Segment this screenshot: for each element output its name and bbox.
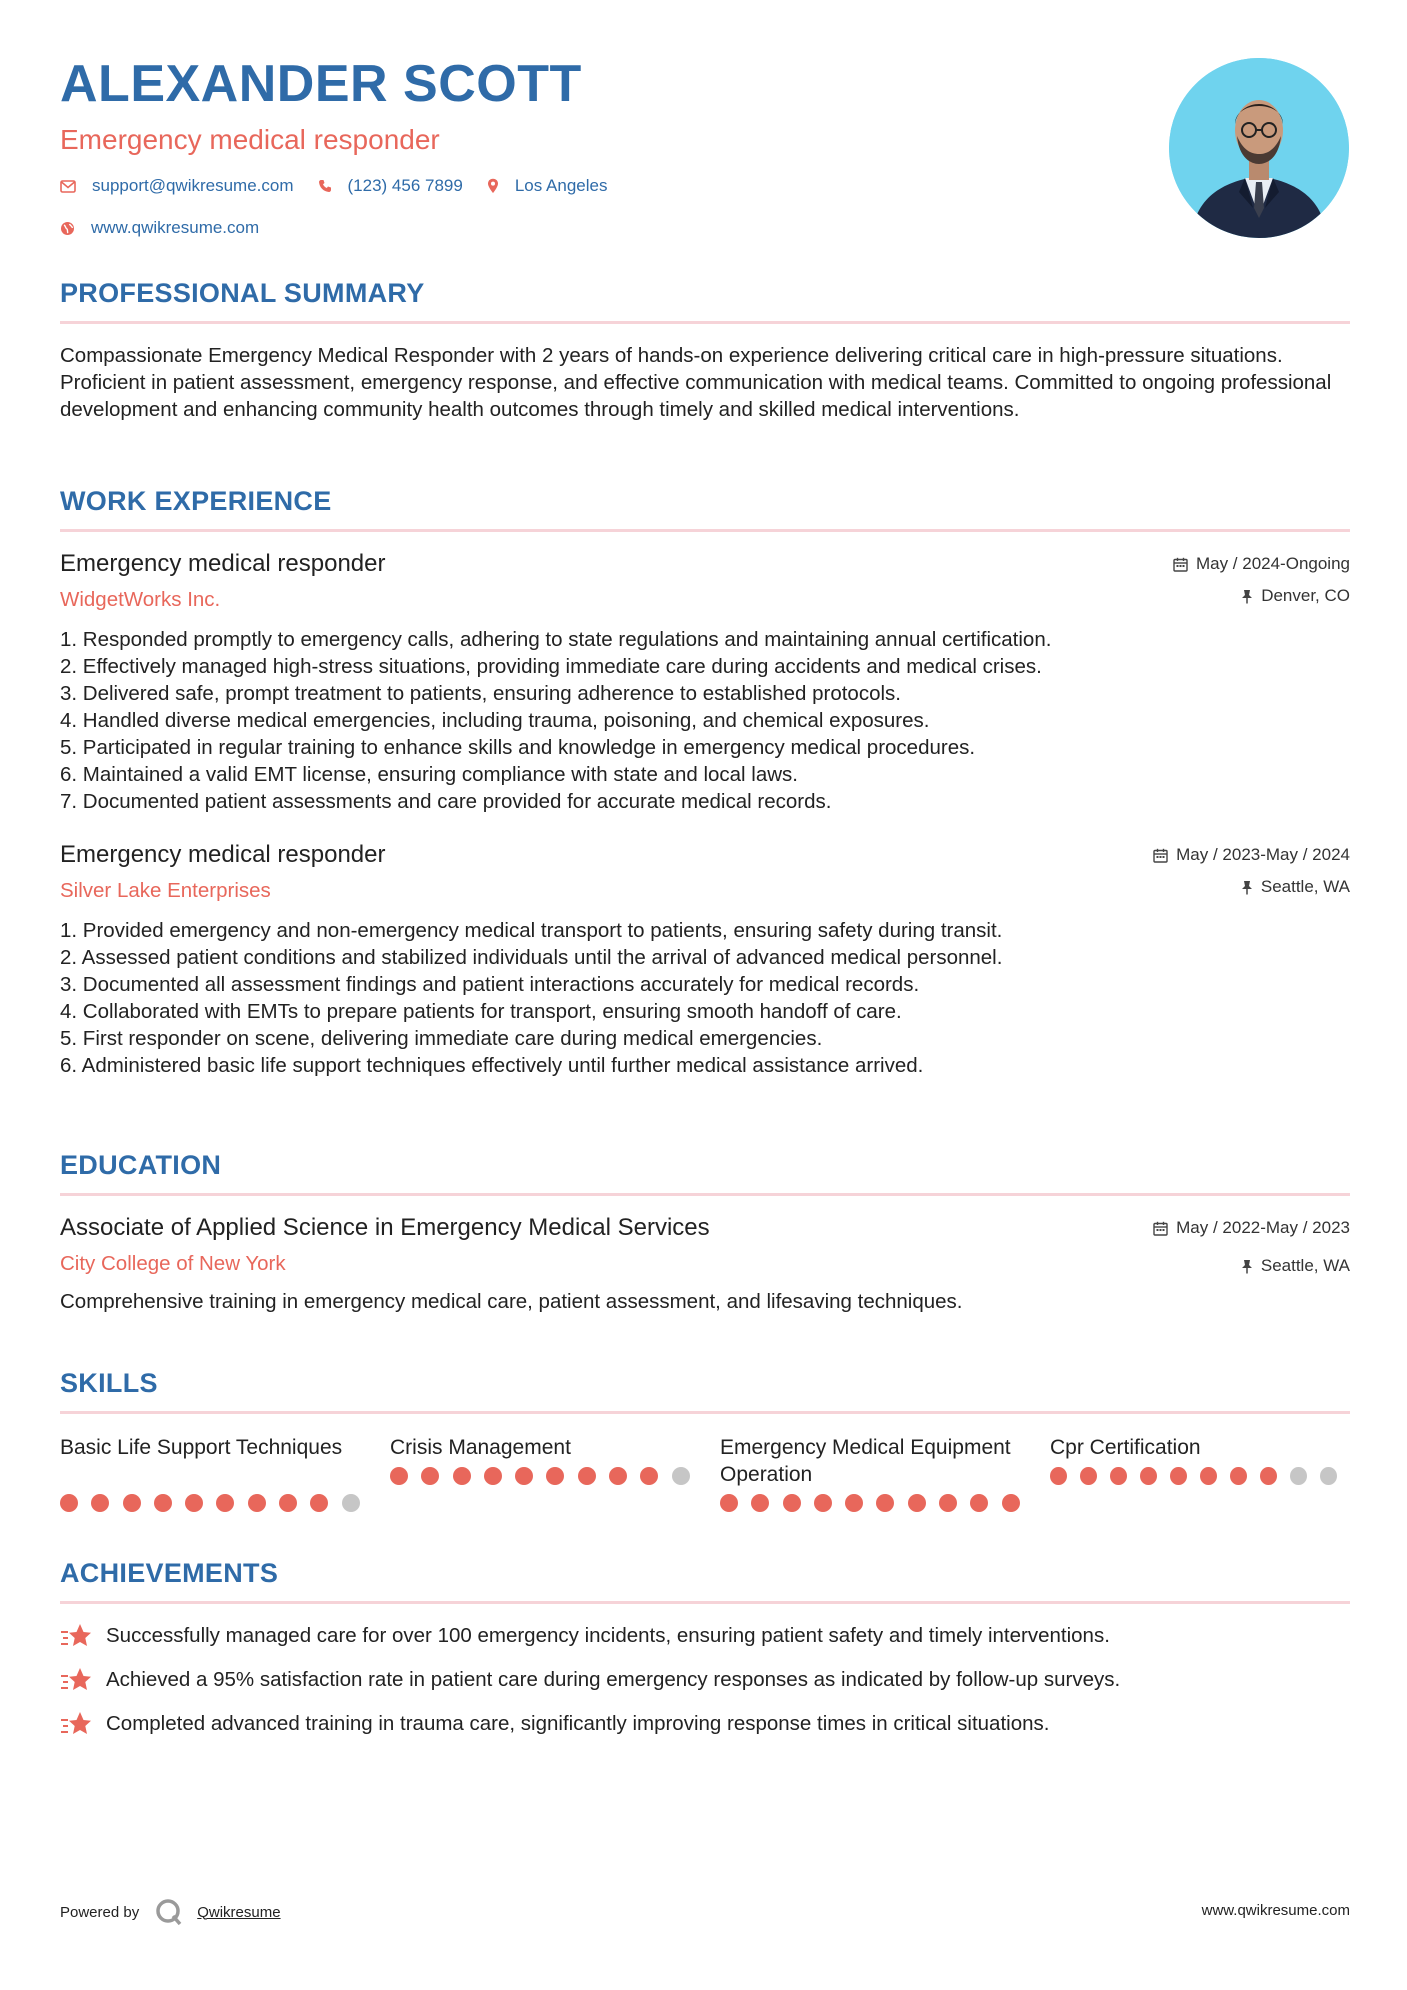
job-dates: May / 2023-May / 2024 xyxy=(1176,845,1350,864)
rating-dot-filled xyxy=(970,1494,988,1512)
rating-dot-filled xyxy=(515,1467,533,1485)
email-item[interactable] xyxy=(60,176,294,196)
rating-dot-filled xyxy=(1170,1467,1187,1485)
skill-name: Crisis Management xyxy=(390,1436,571,1459)
rating-dot-filled xyxy=(453,1467,471,1485)
rating-dot-filled xyxy=(216,1494,234,1512)
job-location: Denver, CO xyxy=(1261,586,1350,605)
job-title: Emergency medical responder xyxy=(60,841,386,868)
mail-icon xyxy=(60,180,76,193)
achievement-item xyxy=(60,1622,1350,1650)
location-text: Los Angeles xyxy=(514,176,608,195)
summary-section xyxy=(60,278,1350,423)
rating-dot-filled xyxy=(1050,1467,1067,1485)
job-title: Emergency medical responder xyxy=(60,550,386,577)
calendar-icon xyxy=(1153,1221,1168,1236)
rating-dot-filled xyxy=(814,1494,832,1512)
section-divider xyxy=(60,1193,1350,1196)
phone-icon xyxy=(318,179,332,193)
page-footer xyxy=(60,1898,1350,1928)
rating-dot-filled xyxy=(310,1494,328,1512)
summary-text: Compassionate Emergency Medical Responder with 2 years of hands-on experience delivering critical care in high-pressure situations. Proficient in patient assessment, emergency response, and effective communication with medical teams. Committed to ongoing professional development and enhancing community health outcomes through timely and skilled medical interventions. xyxy=(60,344,1332,421)
rating-dot-filled xyxy=(609,1467,627,1485)
summary-heading: PROFESSIONAL SUMMARY xyxy=(60,278,425,308)
contact-row xyxy=(60,176,1350,196)
achievements-heading: ACHIEVEMENTS xyxy=(60,1558,279,1588)
skill-name: Basic Life Support Techniques xyxy=(60,1436,343,1459)
rating-dot-filled xyxy=(1140,1467,1157,1485)
pin-icon xyxy=(1241,880,1253,895)
list-item: 6. Maintained a valid EMT license, ensuring compliance with state and local laws. xyxy=(60,763,798,786)
rating-dot-filled xyxy=(845,1494,863,1512)
rating-dot-filled xyxy=(248,1494,266,1512)
job-company: WidgetWorks Inc. xyxy=(60,588,221,611)
list-item: 6. Administered basic life support techniques effectively until further medical assistance arrived. xyxy=(60,1054,924,1077)
rating-dot-filled xyxy=(91,1494,109,1512)
rating-dot-empty xyxy=(1290,1467,1307,1485)
education-entry xyxy=(60,1214,1350,1315)
achievement-item xyxy=(60,1666,1350,1694)
calendar-icon xyxy=(1153,848,1168,863)
website-row xyxy=(60,218,1350,238)
skill-rating xyxy=(390,1467,720,1485)
list-item: 1. Provided emergency and non-emergency medical transport to patients, ensuring safety during transit. xyxy=(60,919,1003,942)
education-dates: May / 2022-May / 2023 xyxy=(1176,1218,1350,1237)
job-meta xyxy=(1173,554,1350,606)
rating-dot-filled xyxy=(783,1494,801,1512)
rating-dot-filled xyxy=(1200,1467,1217,1485)
achievements-list xyxy=(60,1622,1350,1738)
experience-section xyxy=(60,486,1350,1079)
star-award-icon xyxy=(60,1622,92,1650)
skill-name: Cpr Certification xyxy=(1050,1436,1201,1459)
list-item: 3. Delivered safe, prompt treatment to patients, ensuring adherence to established protocols. xyxy=(60,682,901,705)
resume-header xyxy=(60,55,1350,258)
achievements-section xyxy=(60,1558,1350,1738)
education-section xyxy=(60,1150,1350,1315)
rating-dot-filled xyxy=(546,1467,564,1485)
list-item: 5. First responder on scene, delivering immediate care during medical emergencies. xyxy=(60,1027,823,1050)
job-entry xyxy=(60,550,1350,815)
education-location: Seattle, WA xyxy=(1260,1256,1350,1275)
rating-dot-empty xyxy=(1320,1467,1337,1485)
education-heading: EDUCATION xyxy=(60,1150,222,1180)
skill-rating xyxy=(1050,1467,1350,1485)
person-portrait xyxy=(1169,58,1349,238)
job-company: Silver Lake Enterprises xyxy=(60,879,271,902)
list-item: 2. Assessed patient conditions and stabilized individuals until the arrival of advanced medical personnel. xyxy=(60,946,1003,969)
list-item: 5. Participated in regular training to enhance skills and knowledge in emergency medical procedures. xyxy=(60,736,976,759)
powered-by-label: Powered by xyxy=(60,1903,140,1921)
rating-dot-filled xyxy=(720,1494,738,1512)
candidate-name: ALEXANDER SCOTT xyxy=(60,55,582,113)
education-meta xyxy=(1153,1218,1350,1276)
skill-item xyxy=(1050,1434,1350,1512)
job-bullets xyxy=(60,917,1350,1079)
pin-icon xyxy=(1241,1259,1253,1274)
calendar-icon xyxy=(1173,557,1188,572)
job-dates: May / 2024-Ongoing xyxy=(1195,554,1350,573)
job-meta xyxy=(1153,845,1350,897)
phone-item[interactable] xyxy=(318,176,463,196)
skill-item xyxy=(720,1434,1050,1512)
rating-dot-empty xyxy=(342,1494,360,1512)
education-description: Comprehensive training in emergency medical care, patient assessment, and lifesaving techniques. xyxy=(60,1290,963,1313)
rating-dot-filled xyxy=(876,1494,894,1512)
rating-dot-filled xyxy=(154,1494,172,1512)
list-item: 4. Handled diverse medical emergencies, including trauma, poisoning, and chemical exposures. xyxy=(60,709,930,732)
rating-dot-filled xyxy=(185,1494,203,1512)
qwikresume-logo-icon xyxy=(155,1898,183,1926)
candidate-title: Emergency medical responder xyxy=(60,124,440,155)
list-item: 7. Documented patient assessments and care provided for accurate medical records. xyxy=(60,790,832,813)
rating-dot-filled xyxy=(60,1494,78,1512)
rating-dot-filled xyxy=(484,1467,502,1485)
rating-dot-filled xyxy=(578,1467,596,1485)
footer-url[interactable]: www.qwikresume.com xyxy=(1201,1902,1350,1919)
achievement-text: Achieved a 95% satisfaction rate in patient care during emergency responses as indicated by follow-up surveys. xyxy=(106,1668,1121,1691)
job-location: Seattle, WA xyxy=(1260,877,1350,896)
experience-heading: WORK EXPERIENCE xyxy=(60,486,332,516)
rating-dot-filled xyxy=(1002,1494,1020,1512)
rating-dot-filled xyxy=(751,1494,769,1512)
powered-by xyxy=(60,1898,281,1926)
list-item: 4. Collaborated with EMTs to prepare patients for transport, ensuring smooth handoff of care. xyxy=(60,1000,902,1023)
star-award-icon xyxy=(60,1666,92,1694)
map-pin-icon xyxy=(487,178,499,194)
email-text[interactable]: support@qwikresume.com xyxy=(92,176,294,195)
achievement-text: Successfully managed care for over 100 emergency incidents, ensuring patient safety and timely interventions. xyxy=(106,1624,1110,1647)
section-divider xyxy=(60,529,1350,532)
skill-name: Emergency Medical Equipment Operation xyxy=(720,1436,1011,1486)
job-entry xyxy=(60,841,1350,1079)
rating-dot-filled xyxy=(1110,1467,1127,1485)
skill-item xyxy=(390,1434,720,1512)
rating-dot-filled xyxy=(939,1494,957,1512)
degree-title: Associate of Applied Science in Emergency Medical Services xyxy=(60,1214,710,1241)
rating-dot-filled xyxy=(390,1467,408,1485)
rating-dot-empty xyxy=(672,1467,690,1485)
qwikresume-link[interactable]: Qwikresume xyxy=(197,1903,281,1921)
rating-dot-filled xyxy=(908,1494,926,1512)
rating-dot-filled xyxy=(279,1494,297,1512)
skill-rating xyxy=(720,1494,1050,1512)
section-divider xyxy=(60,321,1350,324)
job-bullets xyxy=(60,626,1350,815)
rating-dot-filled xyxy=(123,1494,141,1512)
list-item: 1. Responded promptly to emergency calls, adhering to state regulations and maintaining annual certification. xyxy=(60,628,1052,651)
rating-dot-filled xyxy=(640,1467,658,1485)
website-link[interactable]: www.qwikresume.com xyxy=(91,218,260,237)
skills-heading: SKILLS xyxy=(60,1368,158,1398)
skill-rating xyxy=(60,1494,390,1512)
skills-section xyxy=(60,1368,1350,1512)
profile-photo xyxy=(1169,58,1349,238)
rating-dot-filled xyxy=(1080,1467,1097,1485)
rating-dot-filled xyxy=(1230,1467,1247,1485)
phone-text[interactable]: (123) 456 7899 xyxy=(347,176,463,195)
star-award-icon xyxy=(60,1710,92,1738)
pin-icon xyxy=(1241,589,1253,604)
achievement-text: Completed advanced training in trauma care, significantly improving response times in critical situations. xyxy=(106,1712,1050,1735)
school-name: City College of New York xyxy=(60,1252,286,1275)
skill-item xyxy=(60,1434,390,1512)
section-divider xyxy=(60,1601,1350,1604)
rating-dot-filled xyxy=(421,1467,439,1485)
rating-dot-filled xyxy=(1260,1467,1277,1485)
website-item[interactable] xyxy=(60,218,259,238)
globe-icon xyxy=(60,221,75,236)
list-item: 2. Effectively managed high-stress situations, providing immediate care during accidents and medical crises. xyxy=(60,655,1042,678)
location-item xyxy=(487,176,608,196)
achievement-item xyxy=(60,1710,1350,1738)
section-divider xyxy=(60,1411,1350,1414)
skills-grid xyxy=(60,1434,1350,1512)
list-item: 3. Documented all assessment findings and patient interactions accurately for medical records. xyxy=(60,973,920,996)
